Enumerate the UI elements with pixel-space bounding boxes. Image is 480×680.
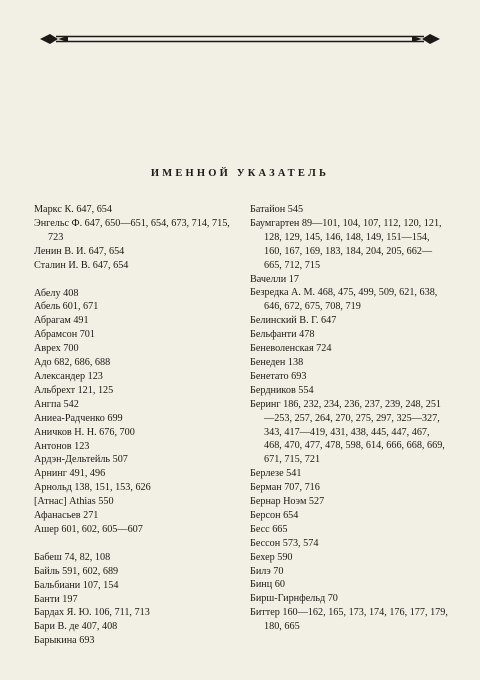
index-entry: Банти 197 — [34, 593, 78, 605]
index-entry: Бальбиани 107, 154 — [34, 579, 119, 591]
index-column-right — [250, 203, 448, 634]
index-entry: Бирш-Гирнфельд 70 — [250, 593, 338, 605]
index-entry: Билэ 70 — [250, 565, 284, 577]
index-entry: Арнольд 138, 151, 153, 626 — [34, 482, 151, 494]
index-entry: Вачелли 17 — [250, 273, 299, 285]
index-entry: Батайон 545 — [250, 204, 304, 215]
index-entry: Белинский В. Г. 647 — [250, 315, 337, 327]
index-entry: Беневоленская 724 — [250, 343, 332, 355]
index-entry: Бари В. де 407, 408 — [34, 621, 118, 633]
index-entry: Баумгартен 89—101, 104, 107, 112, 120, 121, 128, 129, 145, 146, 148, 149, 151—154, 160, 167, 169, 183, 184, 204, 205, 662—665, 712, 715 — [250, 217, 442, 271]
index-entry: Альбрехт 121, 125 — [34, 384, 114, 396]
index-entry: Берман 707, 716 — [250, 482, 320, 494]
index-entry: Сталин И. В. 647, 654 — [34, 259, 129, 271]
index-entry: Ардэн-Дельтейль 507 — [34, 454, 128, 466]
index-entry: Аврех 700 — [34, 343, 79, 355]
index-entry: Энгельс Ф. 647, 650—651, 654, 673, 714, 715, 723 — [34, 217, 230, 243]
index-entry: Бельфанти 478 — [250, 329, 315, 341]
index-entry: Беринг 186, 232, 234, 236, 237, 239, 248, 251—253, 257, 264, 270, 275, 297, 325—327, 343, 417—419, 431, 438, 445, 447, 467, 468, 470, 477, 478, 598, 614, 666, 668, 669, 671, 715, 721 — [250, 398, 445, 466]
index-entry: Бинц 60 — [250, 579, 285, 591]
decorative-header-rule — [40, 30, 440, 48]
index-entry: Аниеа-Радченко 699 — [34, 412, 123, 424]
index-entry: Ангпа 542 — [34, 398, 79, 410]
index-entry: Байль 591, 602, 689 — [34, 565, 119, 577]
index-entry: Биттер 160—162, 165, 173, 174, 176, 177, 179, 180, 665 — [250, 607, 448, 633]
index-entry: Барыкина 693 — [34, 635, 95, 647]
index-entry: [Атнас] Athias 550 — [34, 496, 114, 508]
index-entry: Бардах Я. Ю. 106, 711, 713 — [34, 607, 150, 619]
index-column-left — [34, 203, 239, 648]
index-entry: Бесс 665 — [250, 523, 288, 535]
index-entry: Бернар Ноэм 527 — [250, 496, 325, 508]
index-entry: Маркс К. 647, 654 — [34, 204, 112, 215]
index-entry: Адо 682, 686, 688 — [34, 357, 111, 369]
index-entry: Ленин В. И. 647, 654 — [34, 245, 125, 257]
index-entry: Абрагам 491 — [34, 315, 89, 327]
index-entry: Афанасьев 271 — [34, 510, 99, 522]
index-entry: Ашер 601, 602, 605—607 — [34, 523, 143, 535]
index-entry: Берсон 654 — [250, 509, 299, 521]
index-entry: Аничков Н. Н. 676, 700 — [34, 426, 135, 438]
index-entry: Арнинг 491, 496 — [34, 468, 106, 480]
index-entry: Бехер 590 — [250, 551, 293, 563]
page-title: ИМЕННОЙ УКАЗАТЕЛЬ — [150, 168, 330, 179]
index-entry: Бессон 573, 574 — [250, 537, 319, 549]
index-entry: Бенетато 693 — [250, 370, 307, 382]
index-entry: Абель 601, 671 — [34, 301, 99, 313]
index-entry: Безредка А. М. 468, 475, 499, 509, 621, 638, 646, 672, 675, 708, 719 — [250, 287, 438, 313]
index-entry: Бердников 554 — [250, 384, 314, 396]
index-entry: Бенеден 138 — [250, 356, 304, 368]
index-entry: Александер 123 — [34, 370, 103, 382]
index-entry: Бабеш 74, 82, 108 — [34, 551, 111, 563]
index-entry: Абелу 408 — [34, 287, 79, 299]
index-entry: Антонов 123 — [34, 440, 90, 452]
group-spacer — [34, 537, 239, 551]
index-entry: Абрамсон 701 — [34, 329, 95, 341]
group-spacer — [34, 273, 239, 287]
index-entry: Берлезе 541 — [250, 468, 302, 480]
